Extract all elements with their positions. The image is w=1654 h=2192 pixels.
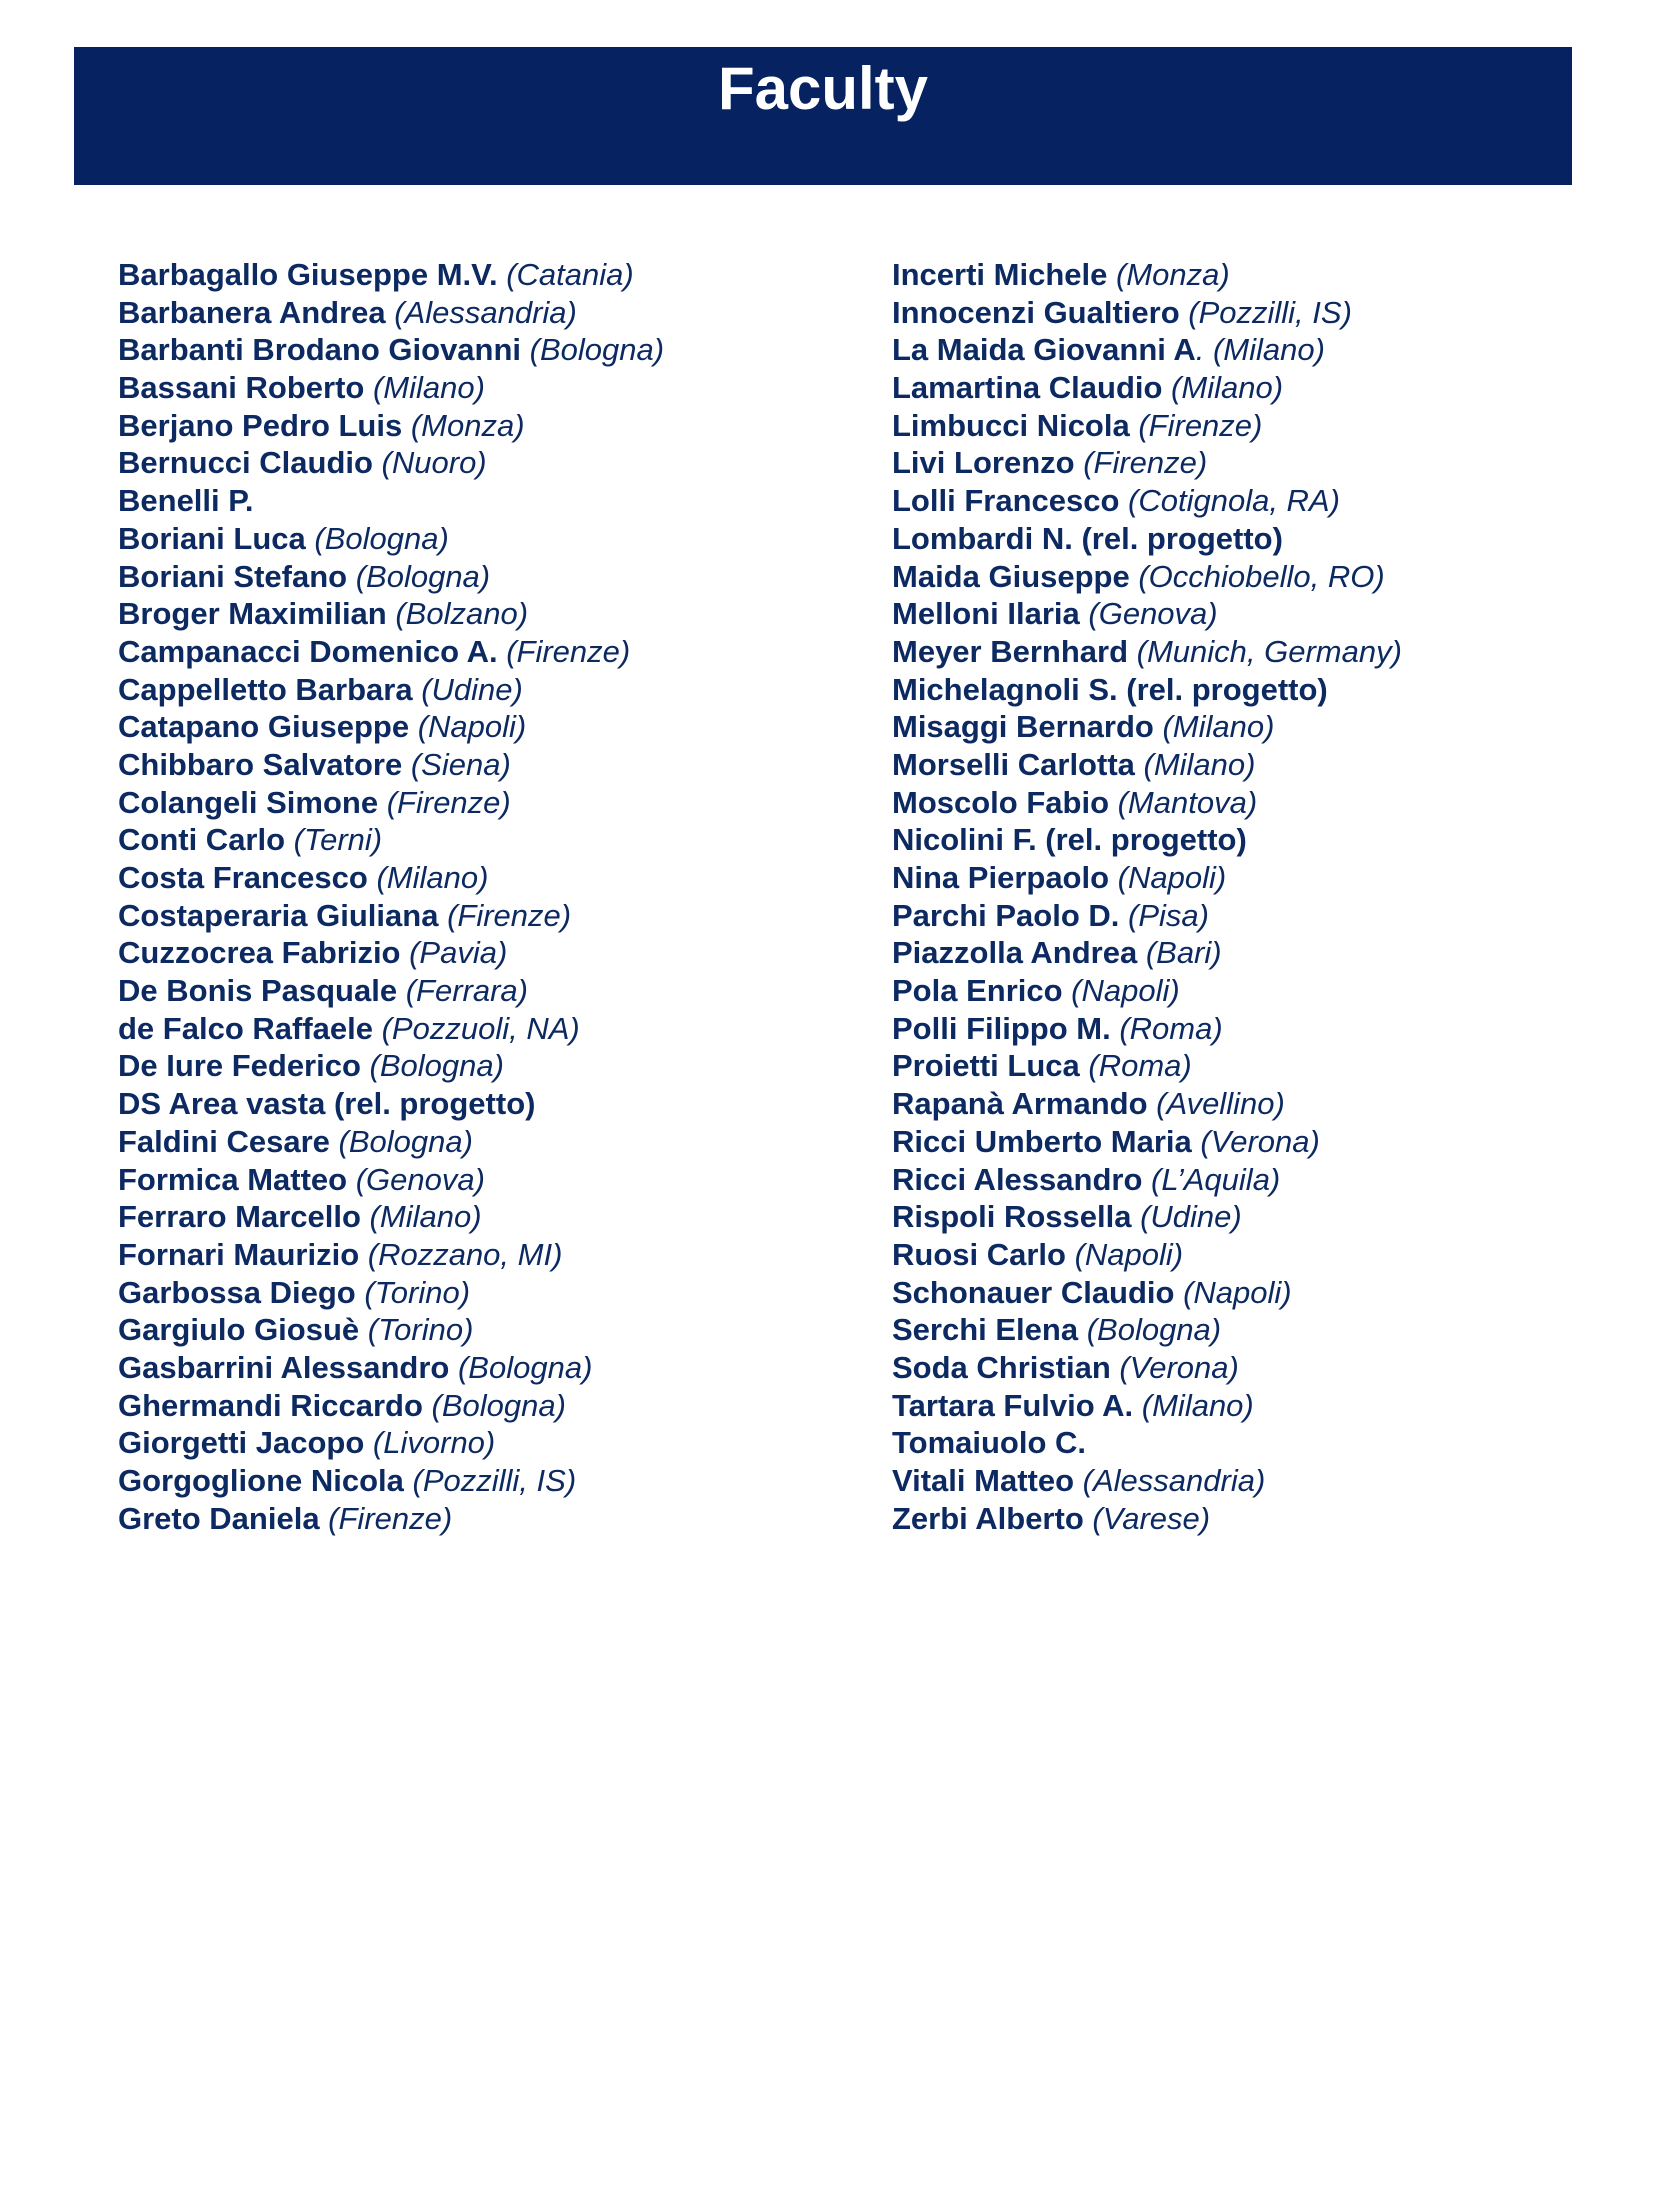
faculty-city: (L’Aquila) xyxy=(1142,1161,1281,1197)
faculty-name: Melloni Ilaria xyxy=(892,596,1080,632)
faculty-name: Boriani Stefano xyxy=(118,558,348,594)
faculty-entry xyxy=(892,1047,1612,1085)
faculty-name: Nina Pierpaolo xyxy=(892,860,1110,895)
faculty-entry xyxy=(892,1500,1612,1538)
faculty-city: (Bologna) xyxy=(360,1048,504,1084)
faculty-name: Lolli Francesco xyxy=(892,483,1120,519)
faculty-entry xyxy=(892,708,1612,746)
faculty-name: Misaggi Bernardo xyxy=(892,709,1154,745)
faculty-name: Meyer Bernhard xyxy=(892,633,1129,669)
faculty-name: Barbanera Andrea xyxy=(118,294,386,330)
faculty-name: Formica Matteo xyxy=(118,1161,348,1197)
faculty-city: (Ferrara) xyxy=(397,973,528,1009)
faculty-name: Fornari Maurizio xyxy=(118,1236,360,1272)
faculty-name: Campanacci Domenico A. xyxy=(118,633,498,669)
faculty-entry xyxy=(892,1387,1612,1425)
faculty-city: (Napoli) xyxy=(409,709,527,745)
faculty-name: Soda Christian xyxy=(892,1349,1111,1385)
faculty-entry xyxy=(118,708,878,746)
faculty-name: Boriani Luca xyxy=(118,520,306,556)
faculty-city: (Monza) xyxy=(402,407,525,443)
faculty-name: Innocenzi Gualtiero xyxy=(892,294,1180,330)
faculty-entry xyxy=(118,972,878,1010)
faculty-city: (Varese) xyxy=(1083,1500,1211,1536)
faculty-city: (Genova) xyxy=(347,1161,485,1197)
faculty-city: (Avellino) xyxy=(1147,1086,1285,1122)
faculty-city: (Bologna) xyxy=(329,1123,473,1159)
faculty-entry xyxy=(892,1123,1612,1161)
faculty-entry xyxy=(892,1010,1612,1048)
faculty-name: Ghermandi Riccardo xyxy=(118,1387,423,1423)
faculty-entry xyxy=(118,671,878,709)
faculty-city: (Milano) xyxy=(1153,709,1275,745)
faculty-name: DS Area vasta (rel. progetto) xyxy=(118,1086,536,1122)
faculty-city: (Pozzilli, IS) xyxy=(403,1463,577,1498)
faculty-name: Costaperaria Giuliana xyxy=(118,897,439,933)
faculty-entry xyxy=(118,294,878,332)
faculty-city: (Rozzano, MI) xyxy=(359,1236,563,1272)
faculty-name: Morselli Carlotta xyxy=(892,746,1135,782)
faculty-entry xyxy=(892,897,1612,935)
faculty-entry xyxy=(892,859,1612,897)
faculty-name: Michelagnoli S. (rel. progetto) xyxy=(892,671,1328,707)
faculty-entry xyxy=(118,1198,878,1236)
faculty-city: (Monza) xyxy=(1107,257,1230,292)
page-title: Faculty xyxy=(717,55,929,122)
faculty-entry xyxy=(118,1085,878,1123)
faculty-list-left xyxy=(118,256,878,1537)
faculty-entry xyxy=(118,1311,878,1349)
faculty-entry xyxy=(892,1274,1612,1312)
faculty-entry xyxy=(892,1311,1612,1349)
faculty-city: (Bolzano) xyxy=(386,596,529,632)
faculty-city: (Udine) xyxy=(1131,1199,1242,1235)
faculty-city: (Bologna) xyxy=(347,558,491,594)
faculty-entry xyxy=(118,558,878,596)
faculty-city: (Cotignola, RA) xyxy=(1119,483,1340,519)
faculty-entry xyxy=(118,407,878,445)
faculty-entry xyxy=(118,595,878,633)
faculty-entry xyxy=(892,331,1612,369)
faculty-city: (Firenze) xyxy=(438,897,572,933)
faculty-city: (Milano) xyxy=(364,370,485,406)
faculty-city: (Firenze) xyxy=(1074,445,1208,481)
faculty-city: (Munich, Germany) xyxy=(1128,633,1402,669)
faculty-entry xyxy=(118,331,878,369)
faculty-entry xyxy=(118,784,878,822)
faculty-name: Pola Enrico xyxy=(892,973,1063,1009)
faculty-name: Livi Lorenzo xyxy=(892,445,1075,481)
faculty-entry xyxy=(118,897,878,935)
faculty-name: Schonauer Claudio xyxy=(892,1274,1175,1310)
faculty-entry xyxy=(118,1462,878,1500)
faculty-entry xyxy=(892,972,1612,1010)
faculty-city: (Bari) xyxy=(1137,935,1222,971)
faculty-entry xyxy=(892,294,1612,332)
faculty-city: . (Milano) xyxy=(1195,332,1325,368)
faculty-name: Incerti Michele xyxy=(892,257,1108,292)
faculty-entry xyxy=(118,482,878,520)
faculty-entry xyxy=(892,595,1612,633)
faculty-name: Vitali Matteo xyxy=(892,1463,1075,1498)
faculty-city: (Torino) xyxy=(355,1274,471,1310)
faculty-entry xyxy=(118,1161,878,1199)
faculty-name: Gasbarrini Alessandro xyxy=(118,1349,450,1385)
faculty-entry xyxy=(892,520,1612,558)
faculty-city: (Siena) xyxy=(402,746,511,782)
faculty-city: (Bologna) xyxy=(305,520,449,556)
faculty-name: Ricci Umberto Maria xyxy=(892,1123,1192,1159)
faculty-city: (Milano) xyxy=(367,860,489,895)
faculty-city: (Milano) xyxy=(1134,746,1256,782)
faculty-name: Lombardi N. (rel. progetto) xyxy=(892,520,1283,556)
faculty-entry xyxy=(892,1085,1612,1123)
faculty-name: Zerbi Alberto xyxy=(892,1500,1084,1536)
faculty-name: Parchi Paolo D. xyxy=(892,897,1120,933)
faculty-entry xyxy=(892,256,1612,294)
faculty-city: (Bologna) xyxy=(422,1387,566,1423)
faculty-entry xyxy=(118,1047,878,1085)
faculty-entry xyxy=(892,1424,1612,1462)
faculty-name: de Falco Raffaele xyxy=(118,1010,373,1046)
faculty-city: (Genova) xyxy=(1079,596,1218,632)
faculty-entry xyxy=(118,1349,878,1387)
faculty-entry xyxy=(118,859,878,897)
faculty-name: Barbanti Brodano Giovanni xyxy=(118,332,522,368)
faculty-name: Chibbaro Salvatore xyxy=(118,746,403,782)
faculty-entry xyxy=(892,369,1612,407)
faculty-name: De Bonis Pasquale xyxy=(118,973,398,1009)
faculty-city: (Bologna) xyxy=(1078,1312,1222,1348)
faculty-city: (Bologna) xyxy=(521,332,665,368)
faculty-entry xyxy=(892,934,1612,972)
faculty-name: De Iure Federico xyxy=(118,1048,361,1084)
faculty-entry xyxy=(892,482,1612,520)
faculty-entry xyxy=(892,821,1612,859)
faculty-entry xyxy=(118,1236,878,1274)
faculty-entry xyxy=(892,746,1612,784)
faculty-entry xyxy=(892,784,1612,822)
faculty-city: (Nuoro) xyxy=(372,445,487,481)
faculty-city: (Mantova) xyxy=(1109,784,1258,820)
faculty-name: La Maida Giovanni A xyxy=(892,332,1196,368)
faculty-entry xyxy=(118,256,878,294)
faculty-name: Limbucci Nicola xyxy=(892,407,1130,443)
faculty-city: (Napoli) xyxy=(1174,1274,1292,1310)
faculty-city: (Milano) xyxy=(1162,370,1284,406)
faculty-entry xyxy=(118,746,878,784)
faculty-name: Barbagallo Giuseppe M.V. xyxy=(118,257,498,292)
faculty-city: (Alessandria) xyxy=(385,294,577,330)
faculty-city: (Terni) xyxy=(285,822,383,858)
faculty-entry xyxy=(892,633,1612,671)
faculty-name: Colangeli Simone xyxy=(118,784,379,820)
faculty-entry xyxy=(892,1161,1612,1199)
faculty-city: (Occhiobello, RO) xyxy=(1129,558,1385,594)
header-bar xyxy=(74,47,1572,185)
faculty-city: (Pisa) xyxy=(1119,897,1209,933)
faculty-entry xyxy=(118,633,878,671)
faculty-entry xyxy=(892,1198,1612,1236)
faculty-entry xyxy=(892,1349,1612,1387)
faculty-city: (Verona) xyxy=(1110,1349,1239,1385)
faculty-entry xyxy=(118,934,878,972)
faculty-entry xyxy=(118,1387,878,1425)
faculty-list-right xyxy=(892,256,1612,1537)
faculty-name: Ferraro Marcello xyxy=(118,1199,361,1235)
faculty-city: (Pozzuoli, NA) xyxy=(372,1010,580,1046)
faculty-city: (Roma) xyxy=(1079,1048,1192,1084)
faculty-name: Garbossa Diego xyxy=(118,1274,356,1310)
faculty-name: Rispoli Rossella xyxy=(892,1199,1132,1235)
faculty-name: Cuzzocrea Fabrizio xyxy=(118,935,401,971)
faculty-name: Polli Filippo M. xyxy=(892,1010,1111,1046)
faculty-name: Catapano Giuseppe xyxy=(118,709,410,745)
faculty-name: Conti Carlo xyxy=(118,822,286,858)
faculty-name: Ruosi Carlo xyxy=(892,1236,1066,1272)
faculty-city: (Pavia) xyxy=(400,935,508,971)
faculty-city: (Napoli) xyxy=(1065,1236,1184,1272)
faculty-name: Ricci Alessandro xyxy=(892,1161,1143,1197)
faculty-name: Faldini Cesare xyxy=(118,1123,330,1159)
faculty-entry xyxy=(118,369,878,407)
faculty-city: (Catania) xyxy=(497,257,634,292)
faculty-entry xyxy=(118,520,878,558)
faculty-city: (Livorno) xyxy=(364,1425,496,1461)
faculty-name: Tomaiuolo C. xyxy=(892,1425,1087,1461)
faculty-entry xyxy=(892,558,1612,596)
faculty-city: (Roma) xyxy=(1110,1010,1223,1046)
faculty-entry xyxy=(892,1236,1612,1274)
faculty-entry xyxy=(892,1462,1612,1500)
faculty-entry xyxy=(118,1274,878,1312)
faculty-entry xyxy=(118,1424,878,1462)
faculty-city: (Alessandria) xyxy=(1074,1463,1266,1498)
faculty-name: Gorgoglione Nicola xyxy=(118,1463,404,1498)
faculty-name: Proietti Luca xyxy=(892,1048,1080,1084)
faculty-city: (Firenze) xyxy=(378,784,511,820)
faculty-name: Serchi Elena xyxy=(892,1312,1079,1348)
faculty-name: Cappelletto Barbara xyxy=(118,671,413,707)
faculty-name: Tartara Fulvio A. xyxy=(892,1387,1134,1423)
faculty-city: (Napoli) xyxy=(1062,973,1180,1009)
faculty-name: Gargiulo Giosuè xyxy=(118,1312,360,1348)
faculty-name: Piazzolla Andrea xyxy=(892,935,1138,971)
faculty-entry xyxy=(892,407,1612,445)
faculty-entry xyxy=(892,671,1612,709)
faculty-entry xyxy=(118,1010,878,1048)
faculty-name: Rapanà Armando xyxy=(892,1086,1148,1122)
faculty-city: (Firenze) xyxy=(319,1500,453,1536)
faculty-entry xyxy=(118,1500,878,1538)
faculty-city: (Bologna) xyxy=(449,1349,593,1385)
faculty-name: Giorgetti Jacopo xyxy=(118,1425,365,1461)
faculty-name: Nicolini F. (rel. progetto) xyxy=(892,822,1247,858)
faculty-name: Costa Francesco xyxy=(118,860,368,895)
faculty-city: (Udine) xyxy=(412,671,523,707)
faculty-name: Moscolo Fabio xyxy=(892,784,1109,820)
faculty-city: (Verona) xyxy=(1191,1123,1320,1159)
faculty-city: (Firenze) xyxy=(497,633,631,669)
faculty-city: (Milano) xyxy=(360,1199,482,1235)
faculty-city: (Firenze) xyxy=(1129,407,1263,443)
faculty-name: Bassani Roberto xyxy=(118,370,365,406)
faculty-name: Maida Giuseppe xyxy=(892,558,1130,594)
faculty-entry xyxy=(118,1123,878,1161)
faculty-name: Berjano Pedro Luis xyxy=(118,407,403,443)
faculty-entry xyxy=(118,821,878,859)
faculty-name: Benelli P. xyxy=(118,483,254,519)
faculty-city: (Napoli) xyxy=(1109,860,1227,895)
faculty-name: Greto Daniela xyxy=(118,1500,320,1536)
faculty-city: (Milano) xyxy=(1133,1387,1254,1423)
faculty-name: Lamartina Claudio xyxy=(892,370,1163,406)
faculty-entry xyxy=(892,444,1612,482)
faculty-name: Broger Maximilian xyxy=(118,596,387,632)
faculty-city: (Pozzilli, IS) xyxy=(1179,294,1352,330)
faculty-name: Bernucci Claudio xyxy=(118,445,373,481)
faculty-entry xyxy=(118,444,878,482)
faculty-city: (Torino) xyxy=(359,1312,474,1348)
